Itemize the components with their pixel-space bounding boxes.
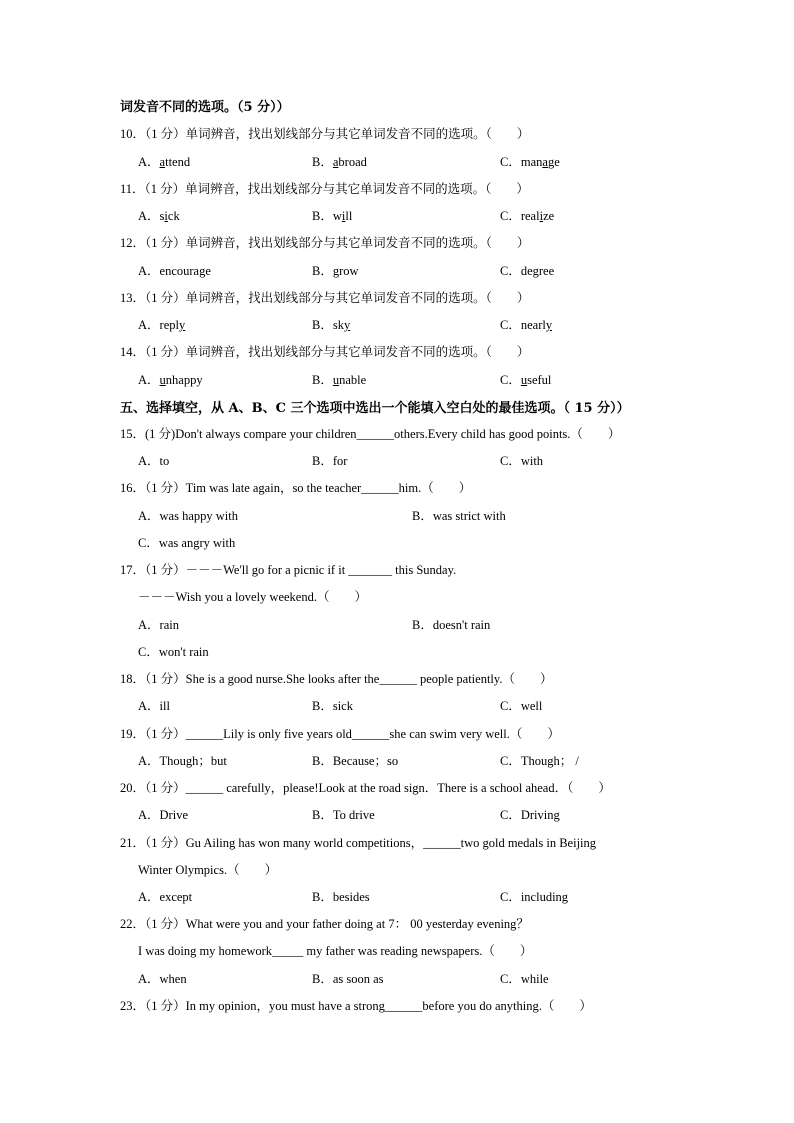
question-14-stem: 14．（1 分）单词辨音，找出划线部分与其它单词发音不同的选项。（ ） (120, 345, 530, 359)
question-19-option-c[interactable]: C．Though； / (500, 754, 579, 768)
question-11-option-c[interactable]: C．realize (500, 209, 555, 223)
question-20-option-c[interactable]: C．Driving (500, 808, 560, 822)
question-10-stem: 10．（1 分）单词辨音，找出划线部分与其它单词发音不同的选项。（ ） (120, 127, 530, 141)
question-10-option-c[interactable]: C．manage (500, 155, 560, 169)
question-11-stem: 11．（1 分）单词辨音，找出划线部分与其它单词发音不同的选项。（ ） (120, 182, 529, 196)
question-20-stem: 20．（1 分）______ carefully，please!Look at the road sign．There is a school ahead．（ ） (120, 781, 611, 795)
question-20-option-a[interactable]: A．Drive (138, 808, 188, 822)
question-18-option-b[interactable]: B．sick (312, 699, 353, 713)
question-11-option-a[interactable]: A．sick (138, 209, 180, 223)
question-22-option-c[interactable]: C．while (500, 972, 549, 986)
section-heading-multiple-choice: 五、选择填空，从 A、B、C 三个选项中选出一个能填入空白处的最佳选项。（ 15 分）） (120, 401, 630, 416)
question-13-stem: 13．（1 分）单词辨音，找出划线部分与其它单词发音不同的选项。（ ） (120, 291, 530, 305)
question-16-option-a[interactable]: A．was happy with (138, 509, 238, 523)
question-19-stem: 19．（1 分）______Lily is only five years old______she can swim very well.（ ） (120, 727, 560, 741)
section-heading-pronunciation: 词发音不同的选项。（5 分）） (120, 100, 290, 115)
question-14-option-a[interactable]: A．unhappy (138, 373, 203, 387)
question-18-option-c[interactable]: C．well (500, 699, 543, 713)
question-15-option-b[interactable]: B．for (312, 454, 348, 468)
question-10-option-a[interactable]: A．attend (138, 155, 191, 169)
question-21-stem: 21．（1 分）Gu Ailing has won many world competitions，______two gold medals in Beijing (120, 836, 597, 850)
question-22-stem: 22．（1 分）What were you and your father doing at 7： 00 yesterday evening？ (120, 917, 529, 931)
question-16-stem: 16．（1 分）Tim was late again，so the teacher______him.（ ） (120, 481, 472, 495)
question-13-option-b[interactable]: B．sky (312, 318, 351, 332)
question-10-option-b[interactable]: B．abroad (312, 155, 367, 169)
question-19-option-a[interactable]: A．Though；but (138, 754, 227, 768)
question-15-option-c[interactable]: C．with (500, 454, 544, 468)
question-17-line2: －－－Wish you a lovely weekend.（ ） (138, 590, 367, 604)
question-21-line2: Winter Olympics.（ ） (138, 863, 278, 877)
question-17-option-c[interactable]: C．won't rain (138, 645, 209, 659)
question-23-stem: 23．（1 分）In my opinion，you must have a strong______before you do anything.（ ） (120, 999, 592, 1013)
question-14-option-c[interactable]: C．useful (500, 373, 552, 387)
question-17-option-b[interactable]: B．doesn't rain (412, 618, 491, 632)
question-17-option-a[interactable]: A．rain (138, 618, 179, 632)
question-12-option-c[interactable]: C．degree (500, 264, 555, 278)
question-14-option-b[interactable]: B．unable (312, 373, 367, 387)
question-13-option-a[interactable]: A．reply (138, 318, 186, 332)
question-22-line2: I was doing my homework_____ my father was reading newspapers.（ ） (138, 944, 533, 958)
question-15-stem: 15．(1 分)Don't always compare your children______others.Every child has good points.（ ） (120, 427, 621, 441)
question-12-option-b[interactable]: B．grow (312, 264, 359, 278)
question-11-option-b[interactable]: B．will (312, 209, 353, 223)
question-17-stem: 17．（1 分）－－－We'll go for a picnic if it _______ this Sunday. (120, 563, 457, 577)
question-15-option-a[interactable]: A．to (138, 454, 170, 468)
question-18-option-a[interactable]: A．ill (138, 699, 170, 713)
question-12-option-a[interactable]: A．encourage (138, 264, 211, 278)
question-16-option-c[interactable]: C．was angry with (138, 536, 236, 550)
question-18-stem: 18．（1 分）She is a good nurse.She looks after the______ people patiently.（ ） (120, 672, 553, 686)
question-21-option-a[interactable]: A．except (138, 890, 193, 904)
question-19-option-b[interactable]: B．Because；so (312, 754, 399, 768)
question-22-option-a[interactable]: A．when (138, 972, 187, 986)
question-22-option-b[interactable]: B．as soon as (312, 972, 384, 986)
question-12-stem: 12．（1 分）单词辨音，找出划线部分与其它单词发音不同的选项。（ ） (120, 236, 530, 250)
question-21-option-b[interactable]: B．besides (312, 890, 370, 904)
question-13-option-c[interactable]: C．nearly (500, 318, 553, 332)
question-20-option-b[interactable]: B．To drive (312, 808, 375, 822)
question-21-option-c[interactable]: C．including (500, 890, 569, 904)
question-16-option-b[interactable]: B．was strict with (412, 509, 506, 523)
